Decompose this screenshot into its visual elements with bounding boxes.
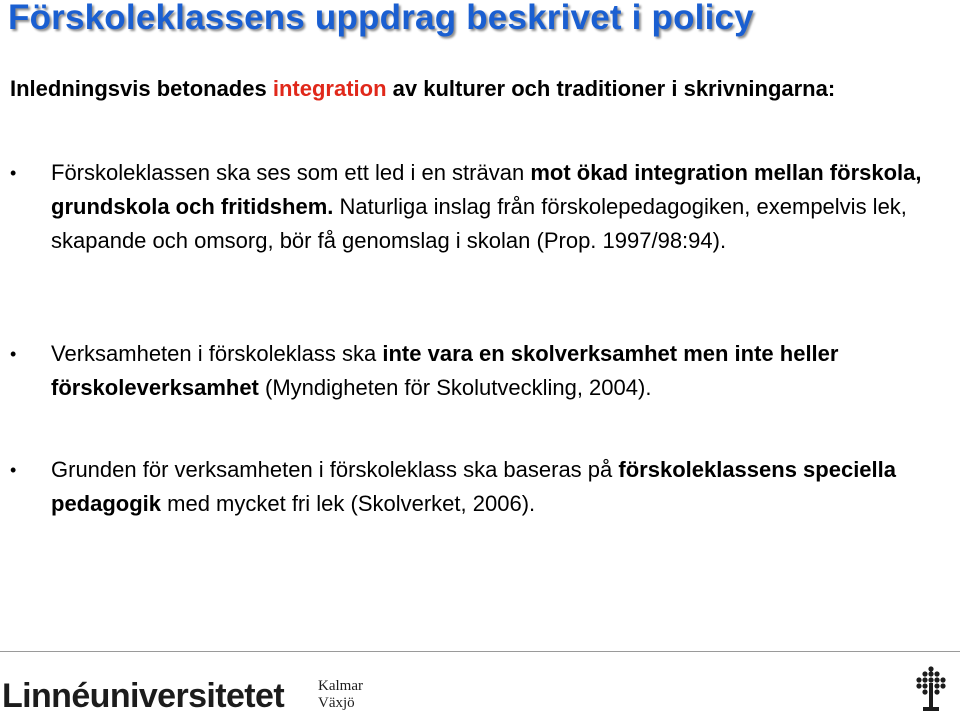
intro-text — [10, 74, 950, 104]
bullet-1-plain-b: Naturliga inslag från förskolepedagogiken, exempelvis lek, skapande och omsorg, bör få genomslag i skolan (Prop. 1997/98:94). — [51, 194, 907, 253]
bullet-3-plain-a: Grunden för verksamheten i förskoleklass ska baseras på — [51, 457, 619, 482]
footer-divider — [0, 651, 960, 652]
bullet-2-plain-a: Verksamheten i förskoleklass ska — [51, 341, 383, 366]
tree-logo-icon — [913, 665, 949, 713]
slide-title: Förskoleklassens uppdrag beskrivet i policy — [8, 0, 754, 37]
bullet-2-text — [51, 337, 955, 405]
logo-wordmark: Linnéuniversitetet — [2, 677, 285, 715]
bullet-1-plain-a: Förskoleklassen ska ses som ett led i en strävan — [51, 160, 531, 185]
logo-campus-kalmar: Kalmar — [318, 678, 363, 694]
bullet-1 — [10, 156, 955, 258]
intro-before: Inledningsvis betonades — [10, 76, 273, 101]
intro-after: av kulturer och traditioner i skrivningarna: — [386, 76, 836, 101]
bullet-2-plain-b: (Myndigheten för Skolutveckling, 2004). — [258, 375, 652, 400]
bullet-3 — [10, 453, 955, 521]
bullet-1-text — [51, 156, 955, 258]
bullet-dot: • — [10, 344, 17, 364]
intro-highlight: integration — [272, 76, 387, 101]
logo-campus-vaxjo: Växjö — [318, 695, 355, 711]
bullet-3-bold: förskoleklassens speciella pedagogik — [51, 457, 897, 516]
bullet-2-bold: inte vara en skolverksamhet men inte heller förskoleverksamhet — [51, 341, 839, 400]
bullet-1-bold: mot ökad integration mellan förskola, grundskola och fritidshem. — [51, 160, 922, 219]
bullet-3-plain-b: med mycket fri lek (Skolverket, 2006). — [161, 491, 536, 516]
bullet-dot: • — [10, 460, 17, 480]
bullet-dot: • — [10, 163, 17, 183]
logo-campuses — [318, 678, 363, 712]
bullet-3-text — [51, 453, 955, 521]
bullet-2 — [10, 337, 955, 405]
